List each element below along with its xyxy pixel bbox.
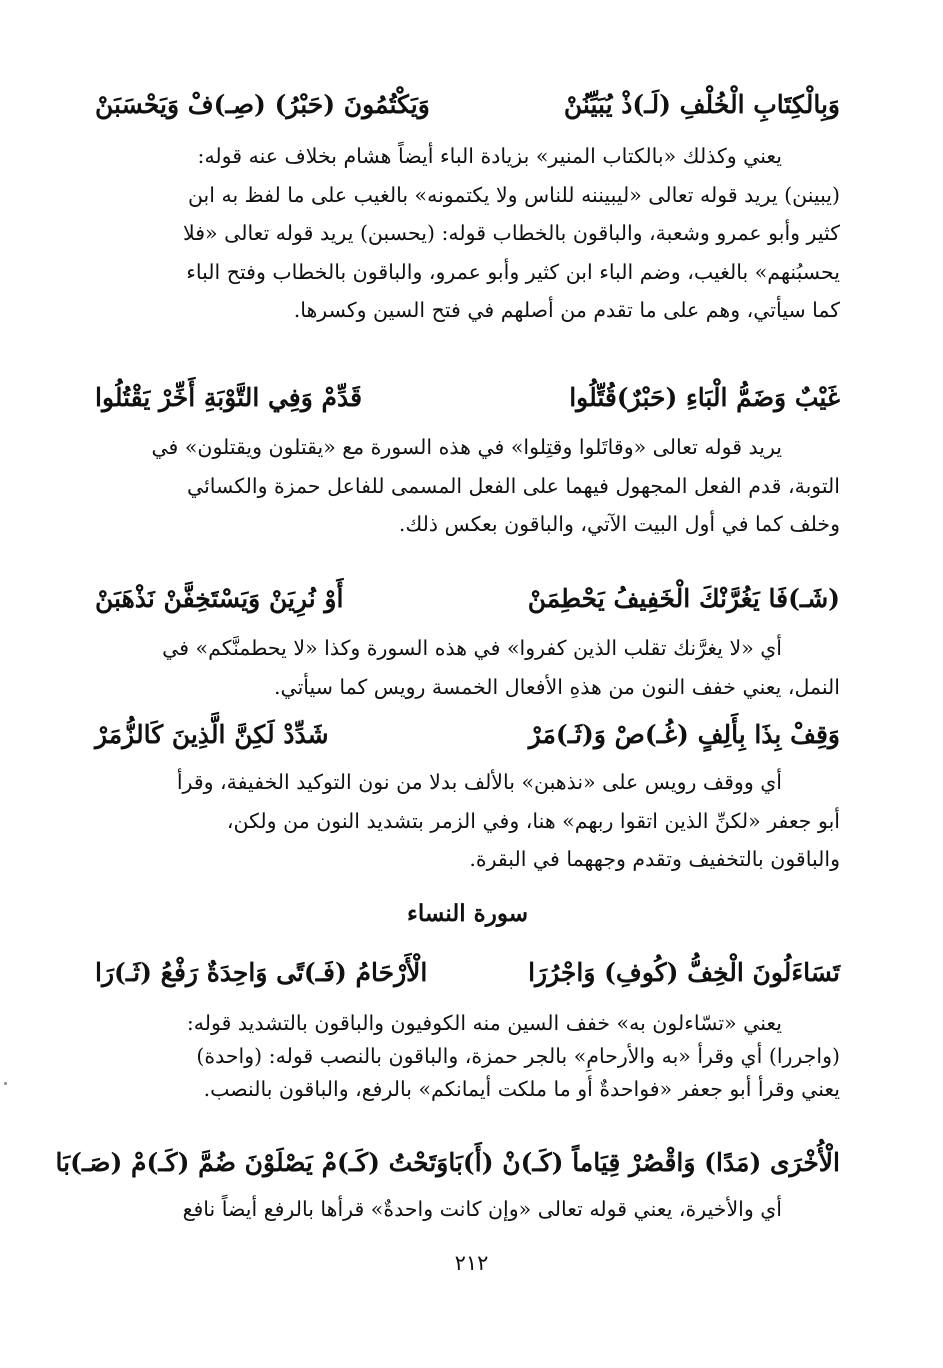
text-line: أي ووقف رويس على «نذهبن» بالألف بدلا من نون التوكيد الخفيفة، وقرأ (176, 770, 782, 794)
verse-line (95, 576, 840, 620)
text-line: أي «لا يغرَّنك تقلب الذين كفروا» في هذه السورة وكذا «لا يحطمنَّكم» في (162, 636, 782, 660)
commentary-paragraph (95, 1007, 840, 1106)
verse-hemistich-left: شَدِّدْ لَكِنَّ الَّذِينَ كَالزُّمَرْ (95, 719, 329, 749)
verse-hemistich-right: (شَـ)فَا يَغُرَّنْكَ الْخَفِيفُ يَحْطِمَنْ (527, 583, 840, 613)
text-line: النمل، يعني خفف النون من هذهِ الأفعال الخمسة رويس كما سيأتي. (273, 674, 840, 699)
text-line: يريد قوله تعالى «وقاتَلوا وقتِلوا» في هذه السورة مع «يقتلون ويقتلون» في (151, 435, 782, 459)
verse-line (95, 712, 840, 756)
text-line: كثير وأبو عمرو وشعبة، والباقون بالخطاب قوله: (يحسبن) يريد قوله تعالى «فلا (183, 221, 840, 246)
section-heading: سورة النساء (407, 900, 528, 927)
text-line: كما سيأتي، وهم على ما تقدم من أصلهم في فتح السين وكسرها. (293, 298, 840, 323)
text-line: أي والأخيرة، يعني قوله تعالى «وإن كانت واحدةٌ» قرأها بالرفع أيضاً نافع (182, 1197, 782, 1221)
text-line: والباقون بالتخفيف وتقدم وجههما في البقرة. (469, 847, 840, 872)
text-line: وخلف كما في أول البيت الآتي، والباقون بعكس ذلك. (398, 512, 840, 537)
verse-hemistich-right: غَيْبٌ وَضَمُّ الْبَاءِ (حَبْرٌ)قُتِّلُوا (569, 382, 840, 412)
text-line: يعني «تسّاءلون به» خفف السين منه الكوفيون والباقون بالتشديد قوله: (186, 1011, 782, 1035)
commentary-paragraph (95, 428, 840, 544)
scan-speck (4, 1082, 7, 1085)
verse-hemistich-right: تَسَاءَلُونَ الْخِفُّ (كُوفِ) وَاجْرُرَا (528, 957, 840, 987)
text-line: (يبينن) يريد قوله تعالى «ليبيننه للناس ولا يكتمونه» بالغيب على ما لفظ به ابن (187, 182, 840, 207)
commentary-paragraph (95, 763, 840, 879)
verse-hemistich-left: قَدِّمْ وَفِي التَّوْبَةِ أَخِّرْ يَقْتُلُوا (95, 382, 363, 412)
commentary-paragraph (95, 137, 840, 330)
commentary-paragraph (95, 1190, 840, 1229)
verse-hemistich-left: وَتَحْتُ (كَـ)مْ يَصْلَوْنَ ضُمَّ (كَـ)مْ (صَـ)بَا (55, 1147, 449, 1177)
verse-hemistich-right: الْأُخْرَى (مَدًا) وَاقْصُرْ قِيَاماً (كَـ)نْ (أَ)بَا (448, 1147, 840, 1177)
commentary-paragraph (95, 629, 840, 706)
text-line: يعني وقرأ أبو جعفر «فواحدةٌ أو ما ملكت أيمانكم» بالرفع، والباقون بالنصب. (203, 1077, 840, 1101)
verse-hemistich-left: أَوْ نُرِيَنْ وَيَسْتَخِفَّنْ نَذْهَبَنْ (95, 583, 344, 613)
verse-hemistich-left: الْأَرْحَامُ (فَـ)تًى وَاحِدَةٌ رَفْعُ (ثَـ)رَا (95, 957, 428, 987)
text-line: يحسبُنهم» بالغيب، وضم الباء ابن كثير وأبو عمرو، والباقون بالخطاب وفتح الباء (186, 259, 840, 284)
text-line: التوبة، قدم الفعل المجهول فيهما على الفعل المسمى للفاعل حمزة والكسائي (187, 473, 840, 498)
verse-line (95, 82, 840, 126)
text-line: أبو جعفر «لكنِّ الذين اتقوا ربهم» هنا، وفي الزمر بتشديد النون من ولكن، (226, 808, 840, 833)
verse-hemistich-right: وَقِفْ بِذَا بِأَلِفٍ (غُـ)صْ وَ(ثَـ)مَرْ (528, 719, 840, 749)
text-line: (واجررا) أي وقرأ «به والأرحامِ» بالجر حمزة، والباقون بالنصب قوله: (واحدة) (196, 1044, 840, 1068)
verse-line (55, 1140, 840, 1184)
text-line: يعني وكذلك «بالكتاب المنير» بزيادة الباء أيضاً هشام بخلاف عنه قوله: (197, 144, 782, 168)
page-number: ٢١٢ (454, 1251, 489, 1275)
verse-line (95, 375, 840, 419)
verse-hemistich-left: وَيَكْتُمُونَ (حَبْرُ) (صِـ)فْ وَيَحْسَبَنْ (95, 89, 430, 119)
verse-line (95, 950, 840, 994)
verse-hemistich-right: وَبِالْكِتَابِ الْخُلْفِ (لَـ)ذْ يُبَيِّنُنْ (563, 89, 840, 119)
